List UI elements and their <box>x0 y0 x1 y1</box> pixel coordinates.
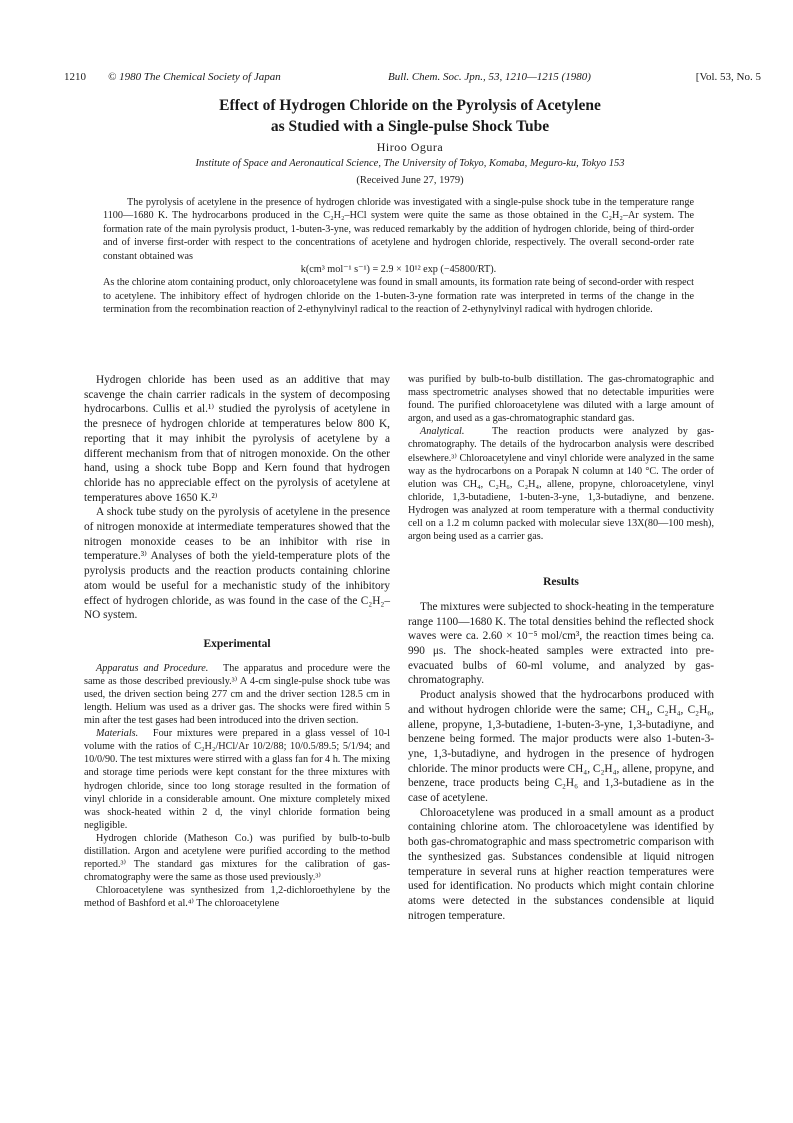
results-paragraph-1: The mixtures were subjected to shock-heating in the temperature range 1100—1680 K. The total densities behind the reflected shock waves were ca. 2.60 × 10⁻⁵ mol/cm³, the reaction times being ca. 990 μs. The shock-heated samples were extracted into pre-evacuated bulbs of 60-ml volume, and analyzed by gas-chromatography. <box>408 600 714 687</box>
volume-issue: [Vol. 53, No. 5 <box>695 71 761 83</box>
intro-paragraph-1: Hydrogen chloride has been used as an additive that may scavenge the chain carrier radicals in the system of decomposing hydrocarbons. Cullis et al.¹⁾ studied the pyrolysis of acetylene in the presnece of hydrogen chloride at temperatures below 800 K, reporting that it may inhibit the pyrolysis of acetylene by a different mechanism from that of nitrogen monoxide. On the other hand, using a shock tube Bopp and Kern found that hydrogen chloride has no appreciable effect on the pyrolysis of acetylene at temperatures above 1650 K.²⁾ <box>84 374 390 504</box>
copyright-notice: © 1980 The Chemical Society of Japan <box>108 71 281 83</box>
title-line-1: Effect of Hydrogen Chloride on the Pyrolysis of Acetylene <box>219 97 601 114</box>
abstract-text-1: The pyrolysis of acetylene in the presence of hydrogen chloride was investigated with a single-pulse shock tube in the temperature range 1100—1680 K. The hydrocarbons produced in the C₂H₂–HCl system were quite the same as those obtained in the C₂H₂–Ar system. The formation rate of the main pyrolysis product, 1-buten-3-yne, was reduced remarkably by the addition of hydrogen chloride, being of third-order and of inverse first-order with respect to the concentrations of acetylene and hydrogen chloride, respectively. The overall second-order rate constant obtained was <box>103 197 694 262</box>
author-name: Hiroo Ogura <box>376 140 444 154</box>
title-line-2: as Studied with a Single-pulse Shock Tube <box>270 118 550 135</box>
results-paragraph-3: Chloroacetylene was produced in a small amount as a product containing chlorine atom. The chloroacetylene was identified by both gas-chromatographic and mass spectrometric comparison with the synthesized gas. Substances condensible at liquid nitrogen temperature in several runs at higher reaction temperatures were used for identification. No products which might contain chlorine atoms were detected in the substances condensible at liquid nitrogen temperature. <box>408 806 714 922</box>
apparatus-label: Apparatus and Procedure. <box>96 662 209 674</box>
author-affiliation: Institute of Space and Aeronautical Science, The University of Tokyo, Komaba, Meguro-ku, Tokyo 153 <box>195 158 625 169</box>
hcl-paragraph: Hydrogen chloride (Matheson Co.) was purified by bulb-to-bulb distillation. Argon and acetylene were purified according to the method reported.³⁾ The standard gas mixtures for the calibration of gas-chromatography were the same as those used previously.³⁾ <box>84 832 390 884</box>
materials-paragraph <box>84 727 390 832</box>
article-title <box>120 95 700 137</box>
right-column <box>408 373 714 923</box>
results-heading: Results <box>543 576 579 589</box>
received-date: (Received June 27, 1979) <box>356 175 464 186</box>
analytical-text: The reaction products were analyzed by gas-chromatography. The details of the hydrocarbon analysis were described elsewhere.³⁾ Chloroacetylene and vinyl chloride were analyzed in the same way as the hydrocarbons on a Porapak N column at 140 °C. The order of elution was CH₄, C₂H₆, C₂H₄, allene, propyne, chloroacetylene, vinyl chloride, 1,3-butadiene, 1-buten-3-yne, 1,3-butadiyne, and benzene. Hydrogen was analyzed at room temperature with a thermal conductivity cell on a 1.2 m column packed with molecular sieve 13X(80—100 mesh), argon being used as a carrier gas. <box>408 426 714 543</box>
materials-text: Four mixtures were prepared in a glass vessel of 10-l volume with the ratios of C₂H₂/HCl/Ar 10/2/88; 10/0.5/89.5; 5/1/94; and 10/0/90. The test mixtures were stirred with a glass fan for 4 h. The mixing and storage time periods were kept constant for the three mixtures with hydrogen chloride, since too long storage resulted in the formation of vinyl chloride in a considerable amount. One mixture completely mixed was shock-heated within 2 d, the vinyl chloride formation being negligible. <box>84 728 391 831</box>
running-head <box>64 71 761 87</box>
results-paragraph-2: Product analysis showed that the hydrocarbons produced with and without hydrogen chloride were the same; CH₄, C₂H₄, C₂H₆, allene, propyne, 1,3-butadiene, 1-buten-3-yne, 1,3-butadiyne, and benzene being formed. The major products were also 1-buten-3-yne, 1,3-butadiyne, and hydrogen in the presence of hydrogen chloride. The minor products were CH₄, C₂H₄, allene, propyne, and benzene, trace products being C₂H₆ and 1,3-butadiene as in the case of acetylene. <box>408 689 714 805</box>
analytical-label: Analytical. <box>420 426 465 438</box>
rate-constant-equation: k(cm³ mol⁻¹ s⁻¹) = 2.9 × 10¹² exp (−45800/RT). <box>300 264 497 276</box>
abstract-text-2: As the chlorine atom containing product, only chloroacetylene was found in small amounts, its formation rate being of second-order with respect to acetylene. The inhibitory effect of hydrogen chloride on the 1-buten-3-yne formation rate was interpreted in terms of the change in the termination from the recombination reaction of 2-ethynylvinyl radical to the reaction of 2-ethynylvinyl radical with hydrogen chloride. <box>103 277 694 316</box>
analytical-paragraph <box>408 425 714 543</box>
apparatus-paragraph <box>84 662 390 727</box>
left-column <box>84 373 390 910</box>
journal-citation: Bull. Chem. Soc. Jpn., 53, 1210—1215 (1980) <box>388 71 591 83</box>
chloroacetylene-paragraph: Chloroacetylene was synthesized from 1,2-dichloroethylene by the method of Bashford et al.⁴⁾ The chloroacetylene <box>84 885 390 910</box>
abstract <box>103 196 694 317</box>
chloroacetylene-continued: was purified by bulb-to-bulb distillation. The gas-chromatographic and mass spectrometric analyses showed that no detectable impurities were found. The purified chloroacetylene was diluted with a large amount of argon, and used as a gas-chromatographic standard gas. <box>408 374 714 425</box>
page-number: 1210 <box>64 71 86 83</box>
materials-label: Materials. <box>96 728 139 740</box>
intro-paragraph-2: A shock tube study on the pyrolysis of acetylene in the presence of nitrogen monoxide at intermediate temperatures showed that the nitrogen monoxide ceases to be an inhibitor with rise in temperature.³⁾ Analyses of both the yield-temperature plots of the pyrolysis products and the reaction products containing chlorine atom would be useful for a mechanistic study of the inhibitory effect of hydrogen chloride, as was found in the case of the C₂H₂–NO system. <box>84 506 390 622</box>
apparatus-text: The apparatus and procedure were the same as those described previously.³⁾ A 4-cm single-pulse shock tube was used, the driven section being 277 cm and the driver section 128.5 cm in length. Helium was used as a driver gas. The shocks were fired within 5 min after the test gases had been introduced into the driven section. <box>84 662 391 727</box>
experimental-heading: Experimental <box>203 637 271 650</box>
